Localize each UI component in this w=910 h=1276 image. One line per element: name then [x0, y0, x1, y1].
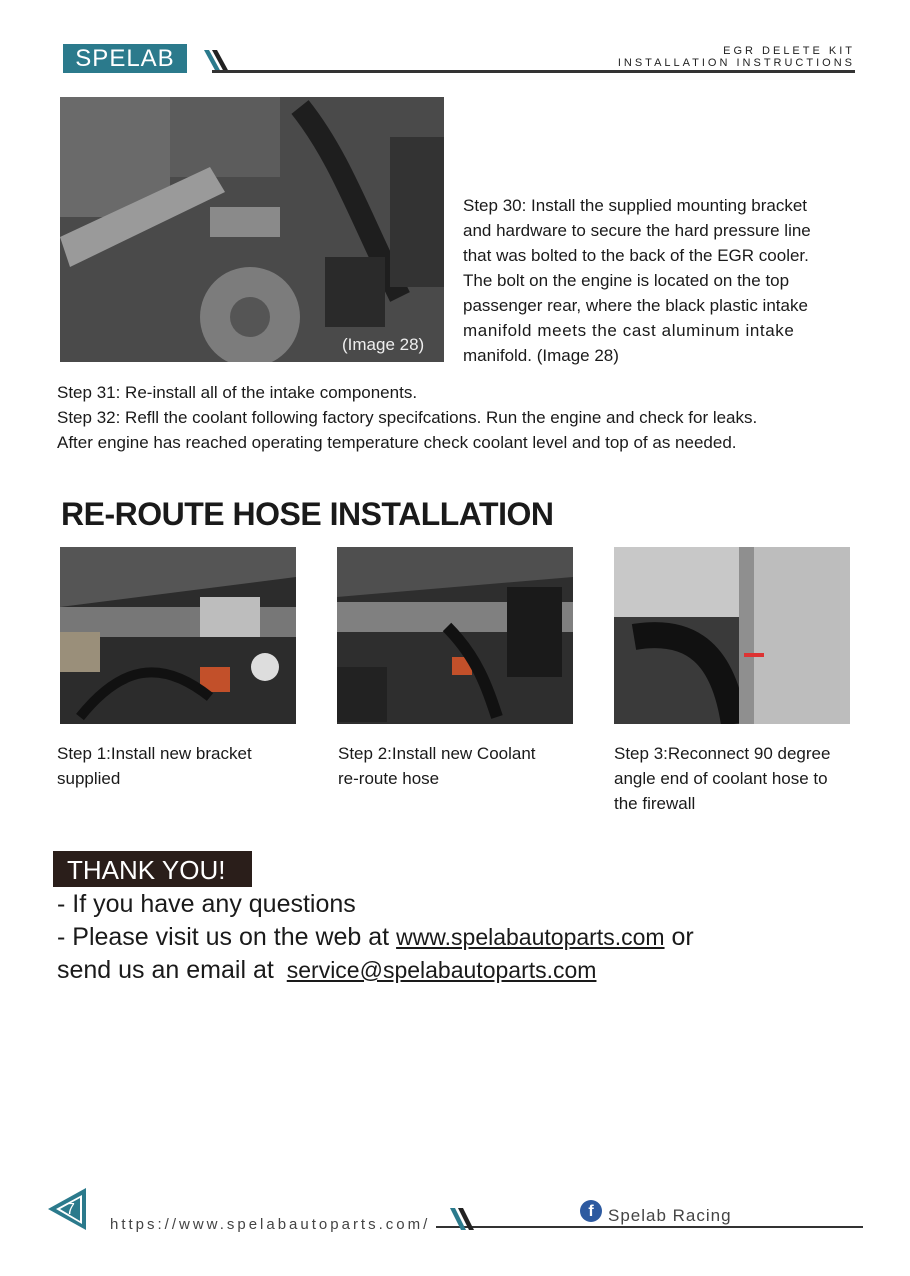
reroute-step-2-caption	[338, 741, 598, 791]
step-30-line: manifold meets the cast aluminum intake	[463, 321, 795, 340]
caption-line: the firewall	[614, 794, 696, 813]
caption-line: Step 1:Install new bracket	[57, 744, 252, 763]
step-32-text: Step 32: Refll the coolant following factory specifcations. Run the engine and check for leaks.	[57, 408, 758, 427]
reroute-step-1-caption	[57, 741, 317, 791]
header-kit-title: EGR DELETE KIT	[723, 45, 855, 57]
questions-line: - If you have any questions	[57, 890, 356, 918]
reroute-step-1-photo	[60, 547, 296, 724]
image-28-caption: (Image 28)	[342, 335, 425, 354]
website-suffix: or	[671, 923, 694, 951]
step-30-line: Step 30: Install the supplied mounting bracket	[463, 196, 807, 215]
facebook-icon[interactable]: f	[580, 1200, 602, 1222]
website-link[interactable]: www.spelabautoparts.com	[396, 924, 665, 950]
caption-line: supplied	[57, 769, 121, 788]
caption-line: re-route hose	[338, 769, 440, 788]
page-number: 7	[66, 1201, 75, 1218]
email-link[interactable]: service@spelabautoparts.com	[286, 957, 597, 983]
section-title: RE-ROUTE HOSE INSTALLATION	[61, 496, 554, 532]
reroute-step-2-photo	[337, 547, 573, 724]
email-prefix: send us an email at	[57, 956, 274, 984]
contact-block	[57, 888, 694, 987]
step-30-line: passenger rear, where the black plastic intake	[463, 296, 808, 315]
header-doc-title: INSTALLATION INSTRUCTIONS	[617, 57, 855, 69]
step-30-line: manifold. (Image 28)	[463, 346, 619, 365]
thank-you-badge: THANK YOU!	[53, 851, 252, 887]
email-line	[57, 954, 694, 987]
step-30-text	[463, 193, 863, 368]
step-30-line: that was bolted to the back of the EGR cooler.	[463, 246, 809, 265]
spelab-logo: SPELAB	[63, 44, 187, 73]
caption-line: angle end of coolant hose to	[614, 769, 828, 788]
step-31-text: Step 31: Re-install all of the intake components.	[57, 383, 418, 402]
step-30-line: and hardware to secure the hard pressure line	[463, 221, 811, 240]
steps-31-32	[57, 380, 877, 455]
header-rule	[212, 70, 855, 73]
footer-url[interactable]: https://www.spelabautoparts.com/	[110, 1216, 436, 1233]
reroute-step-3-caption	[614, 741, 884, 816]
website-line	[57, 921, 694, 954]
image-28-photo	[60, 97, 444, 362]
caption-line: Step 2:Install new Coolant	[338, 744, 536, 763]
step-32-continued-text: After engine has reached operating temperature check coolant level and top of as needed.	[57, 433, 737, 452]
facebook-page-name[interactable]: Spelab Racing	[608, 1206, 732, 1225]
header-title	[618, 45, 855, 69]
reroute-step-3-photo	[614, 547, 850, 724]
caption-line: Step 3:Reconnect 90 degree	[614, 744, 831, 763]
footer-slash-icon	[448, 1206, 478, 1232]
website-prefix: - Please visit us on the web at	[57, 923, 390, 951]
step-30-line: The bolt on the engine is located on the top	[463, 271, 790, 290]
